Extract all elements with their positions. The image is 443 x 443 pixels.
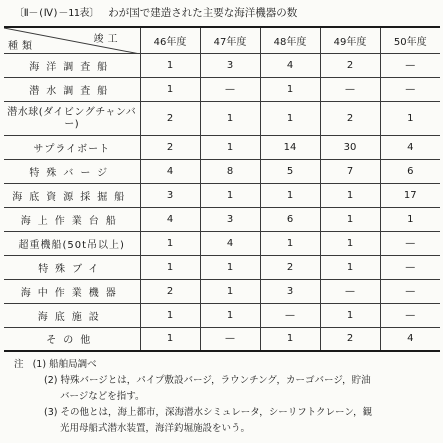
row-value-cell: 6 (260, 207, 320, 231)
row-value-cell: 2 (260, 255, 320, 279)
header-corner-cell (4, 27, 140, 53)
row-value-cell: 4 (380, 327, 440, 351)
header-year-49: 49年度 (320, 27, 380, 53)
row-value-cell: 2 (140, 135, 200, 159)
header-completion-label: 竣工 (93, 34, 122, 45)
row-value-cell: — (200, 327, 260, 351)
table-row (4, 183, 440, 207)
table-row (4, 159, 440, 183)
table-row (4, 327, 440, 351)
row-value-cell: 1 (260, 77, 320, 101)
row-value-cell: 2 (140, 101, 200, 135)
row-type-name: 特殊ブイ (4, 255, 140, 279)
row-value-cell: 8 (200, 159, 260, 183)
table-row (4, 279, 440, 303)
row-type-name: 潜水調査船 (4, 77, 140, 101)
row-value-cell: — (260, 303, 320, 327)
row-value-cell: 1 (380, 207, 440, 231)
row-value-cell: — (200, 77, 260, 101)
row-type-name: その他 (4, 327, 140, 351)
row-value-cell: 1 (380, 101, 440, 135)
footnote-1: 注 (1) 船舶局調べ (14, 359, 97, 370)
row-value-cell: 1 (140, 77, 200, 101)
row-value-cell: 30 (320, 135, 380, 159)
row-value-cell: 1 (260, 231, 320, 255)
row-type-name: 超重機船(50t吊以上) (4, 231, 140, 255)
row-type-name: 海洋調査船 (4, 53, 140, 77)
row-type-name: 海底資源採掘船 (4, 183, 140, 207)
table-row (4, 255, 440, 279)
table-title (14, 3, 434, 23)
table-row (4, 135, 440, 159)
vessel-count-table (4, 26, 440, 352)
header-year-47: 47年度 (200, 27, 260, 53)
header-year-48: 48年度 (260, 27, 320, 53)
header-year-46: 46年度 (140, 27, 200, 53)
table-row (4, 101, 440, 135)
row-value-cell: 1 (260, 183, 320, 207)
row-value-cell: 3 (200, 53, 260, 77)
row-value-cell: 4 (200, 231, 260, 255)
row-type-name: 海底施設 (4, 303, 140, 327)
table-row (4, 53, 440, 77)
row-type-name: 特殊バージ (4, 159, 140, 183)
footnote-3-continued: 光用母船式潜水装置，海洋釣堀施設をいう。 (60, 423, 251, 434)
row-value-cell: 3 (140, 183, 200, 207)
row-value-cell: 1 (140, 255, 200, 279)
row-value-cell: 1 (320, 183, 380, 207)
table-row (4, 231, 440, 255)
header-row (4, 27, 440, 53)
row-value-cell: 7 (320, 159, 380, 183)
row-value-cell: 1 (200, 279, 260, 303)
row-value-cell: 1 (200, 101, 260, 135)
row-value-cell: 17 (380, 183, 440, 207)
row-value-cell: 14 (260, 135, 320, 159)
row-value-cell: 1 (200, 135, 260, 159)
row-value-cell: — (320, 279, 380, 303)
header-year-50: 50年度 (380, 27, 440, 53)
row-value-cell: 4 (380, 135, 440, 159)
row-value-cell: 3 (260, 279, 320, 303)
row-type-name: サプライボート (4, 135, 140, 159)
row-value-cell: — (380, 53, 440, 77)
row-type-name: 海中作業機器 (4, 279, 140, 303)
row-value-cell: 5 (260, 159, 320, 183)
row-value-cell: 2 (320, 53, 380, 77)
row-value-cell: 1 (260, 101, 320, 135)
row-value-cell: 4 (140, 207, 200, 231)
table-number: 〔Ⅱ－(Ⅳ)－11表〕 (14, 8, 99, 19)
header-type-label: 種類 (8, 40, 36, 52)
row-value-cell: — (380, 231, 440, 255)
table-row (4, 207, 440, 231)
row-value-cell: 2 (320, 327, 380, 351)
table-row (4, 303, 440, 327)
row-value-cell: 1 (320, 303, 380, 327)
row-value-cell: 1 (320, 255, 380, 279)
row-value-cell: 1 (140, 327, 200, 351)
row-value-cell: 1 (200, 255, 260, 279)
row-value-cell: 1 (200, 183, 260, 207)
table-caption: わが国で建造された主要な海洋機器の数 (108, 7, 298, 19)
footnote-label: 注 (14, 359, 24, 370)
row-value-cell: 1 (140, 231, 200, 255)
row-value-cell: — (380, 77, 440, 101)
row-value-cell: — (380, 255, 440, 279)
row-value-cell: 2 (140, 279, 200, 303)
footnote-2: (2) 特殊バージとは，パイプ敷設バージ，ラウンチング，カーゴバージ，貯油 (44, 375, 371, 386)
row-value-cell: — (380, 279, 440, 303)
row-value-cell: 1 (140, 53, 200, 77)
row-value-cell: 1 (260, 327, 320, 351)
footnotes (14, 357, 434, 437)
row-value-cell: 4 (260, 53, 320, 77)
row-value-cell: 1 (140, 303, 200, 327)
footnote-3: (3) その他とは，海上都市，深海潜水シミュレータ，シーリフトクレーン，観 (44, 407, 373, 418)
table-row (4, 77, 440, 101)
row-type-name: 潜水球(ダイビングチャンバー) (4, 101, 140, 135)
row-value-cell: 3 (200, 207, 260, 231)
row-value-cell: 2 (320, 101, 380, 135)
row-value-cell: 1 (320, 231, 380, 255)
row-type-name: 海上作業台船 (4, 207, 140, 231)
row-value-cell: 1 (200, 303, 260, 327)
row-value-cell: 4 (140, 159, 200, 183)
row-value-cell: — (380, 303, 440, 327)
row-value-cell: 1 (320, 207, 380, 231)
footnote-2-continued: バージなどを指す。 (60, 391, 145, 402)
row-value-cell: 6 (380, 159, 440, 183)
row-value-cell: — (320, 77, 380, 101)
